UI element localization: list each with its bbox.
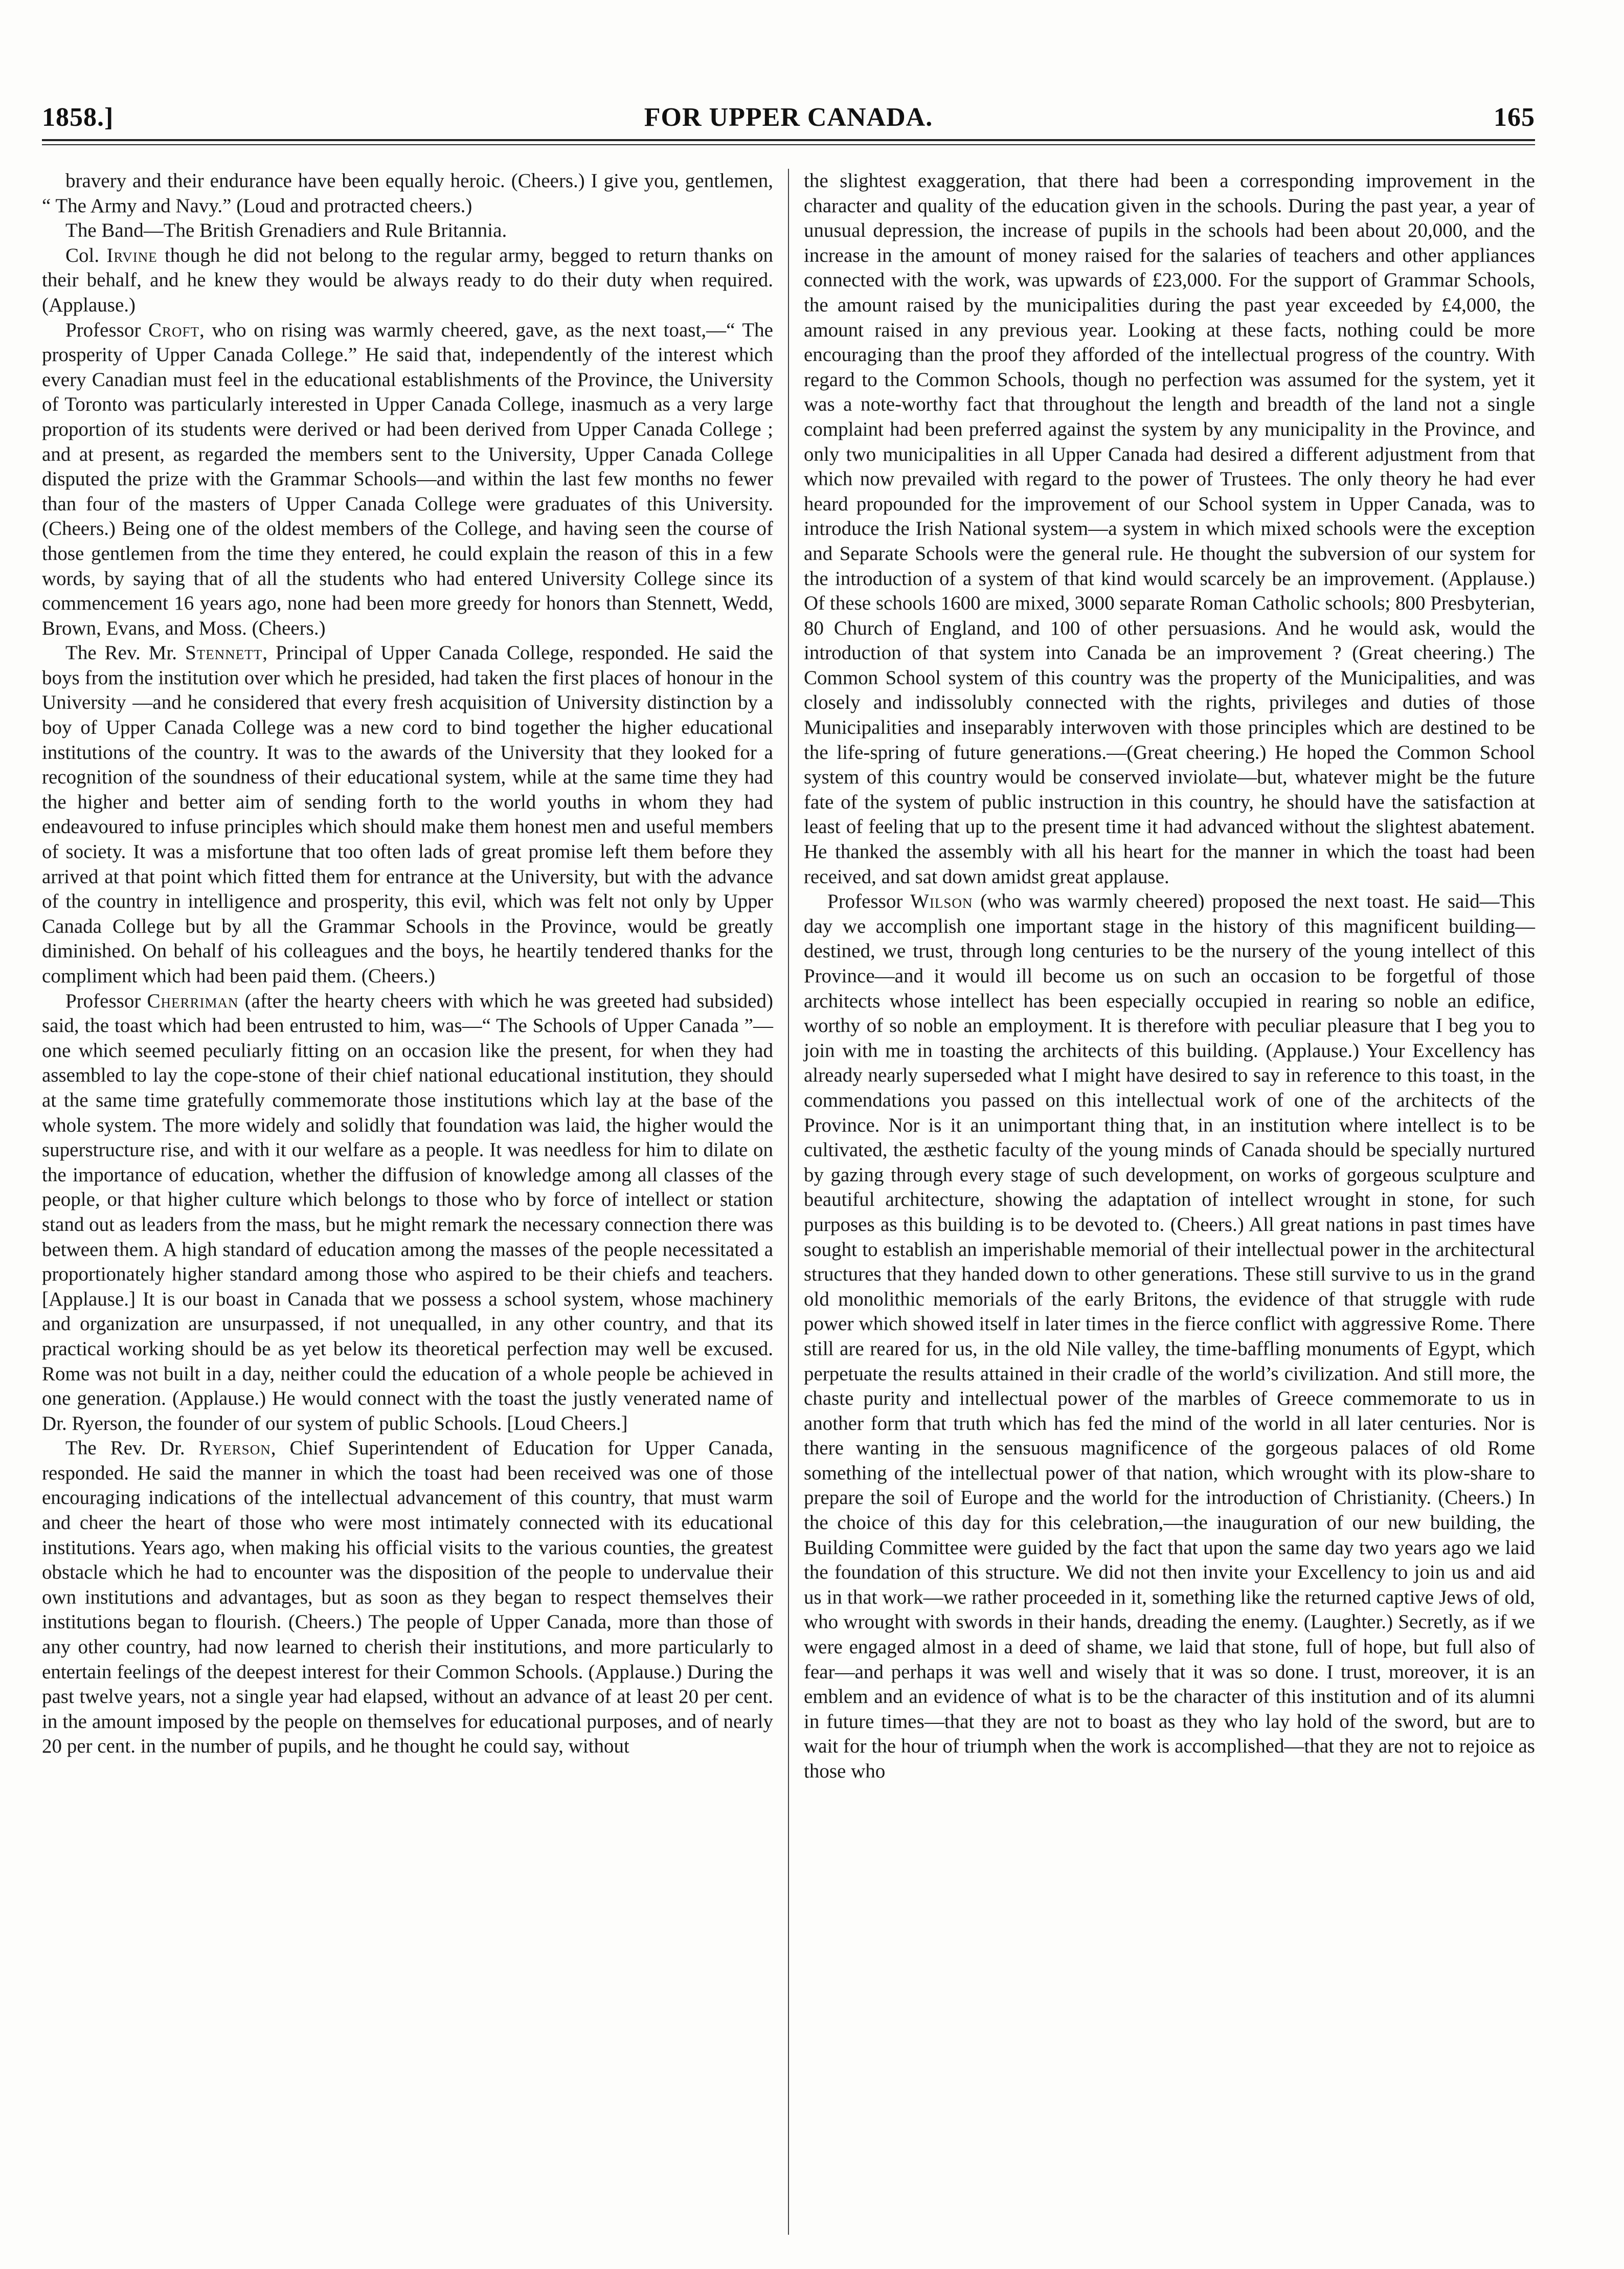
speaker-name: Irvine	[106, 244, 157, 266]
paragraph-text: , Chief Superintendent of Education for Upper Canada, responded. He said the manner in which the toast had been received was one of those encouraging indications of the intellectual advancement of this country, that must warm and cheer the heart of those who were most intimately connected with its educational institutions. Years ago, when making his official visits to the various counties, the greatest obstacle which he had to encounter was the disposition of the people to undervalue their own institutions and advantages, but as soon as they began to respect themselves their institutions began to flourish. (Cheers.) The people of Upper Canada, more than those of any other country, had now learned to cherish their institutions, and more particularly to entertain feelings of the deepest interest for their Common Schools. (Applause.) During the past twelve years, not a single year had elapsed, without an advance of at least 20 per cent. in the amount imposed by the people on themselves for educational purposes, and of nearly 20 per cent. in the number of pupils, and he thought he could say, without	[42, 1437, 773, 1758]
speaker-name: Ryerson	[198, 1437, 271, 1459]
right-column	[804, 169, 1535, 1784]
paragraph-text: the slightest exaggeration, that there had been a corresponding improvement in the character and quality of the education given in the schools. During the past year, a year of unusual depression, the increase of pupils in the schools had been about 20,000, and the increase in the amount of money raised for the salaries of teachers and other appliances connected with the work, was upwards of £23,000. For the support of Grammar Schools, the amount raised by the municipalities during the past year exceeded by £4,000, the amount raised in any previous year. Looking at these facts, nothing could be more encouraging than the proof they afforded of the intellectual progress of the country. With regard to the Common Schools, though no perfection was assumed for the system, yet it was a note-worthy fact that throughout the length and breadth of the land not a single complaint had been preferred against the system by any municipality in the Province, and only two municipalities in all Upper Canada had desired a different adjustment from that which now prevailed with regard to the power of Trustees. The only theory he had ever heard propounded for the improvement of our School system in Upper Canada, was to introduce the Irish National system—a system in which mixed schools were the exception and Separate Schools were the general rule. He thought the subversion of our system for the introduction of a system of that kind would scarcely be an improvement. (Applause.) Of these schools 1600 are mixed, 3000 separate Roman Catholic schools; 800 Presbyterian, 80 Church of England, and 100 of other persuasions. And he would ask, would the introduction of that system into Canada be an improvement ? (Great cheering.) The Common School system of this country was the property of the Municipalities, and was closely and indissolubly connected with the rights, privileges and duties of those Municipalities and inseparably interwoven with those principles which are destined to be the life-spring of future generations.—(Great cheering.) He hoped the Common School system of this country would be conserved inviolate—but, whatever might be the future fate of the system of public instruction in this country, he should have the satisfaction at least of feeling that up to the present time it had advanced without the slightest abatement. He thanked the assembly with all his heart for the manner in which the toast had been received, and sat down amidst great applause.	[804, 170, 1535, 888]
left-column	[42, 169, 773, 1759]
paragraph-text: Professor	[65, 990, 147, 1012]
page-header	[42, 97, 1535, 138]
column-divider	[788, 169, 789, 2235]
paragraph-text: The Band—The British Grenadiers and Rule Britannia.	[65, 219, 507, 242]
paragraph-text: Professor	[827, 890, 911, 913]
paragraph-text: The Rev. Dr.	[65, 1437, 199, 1459]
paragraph-text: , who on rising was warmly cheered, gave, as the next toast,—“ The prosperity of Upper Canada College.” He said that, independently of the interest which every Canadian must feel in the educational establishments of the Province, the University of Toronto was particularly interested in Upper Canada College, inasmuch as a very large proportion of its students were derived or had been derived from Upper Canada College ; and at present, as regarded the members sent to the University, Upper Canada College disputed the prize with the Grammar Schools—and within the last few months no fewer than four of the masters of Upper Canada College were graduates of this University. (Cheers.) Being one of the oldest members of the College, and having seen the course of those gentlemen from the time they entered, he could explain the reason of this in a few words, by saying that of all the students who had entered University College since its commencement 16 years ago, none had been more greedy for honors than Stennett, Wedd, Brown, Evans, and Moss. (Cheers.)	[42, 319, 773, 639]
speaker-name: Croft	[148, 319, 200, 341]
paragraph-text: (who was warmly cheered) proposed the next toast. He said—This day we accomplish one important stage in the history of this magnificent building—destined, we trust, through long centuries to be the nursery of the young intellect of this Province—and it would ill become us on such an occasion to be forgetful of those architects whose intellect has been especially occupied in rearing so noble an edifice, worthy of so noble an employment. It is therefore with peculiar pleasure that I beg you to join with me in toasting the architects of this building. (Applause.) Your Excellency has already nearly superseded what I might have desired to say in reference to this toast, in the commendations you passed on this intellectual work of one of the architects of the Province. Nor is it an unimportant thing that, in an institution where intellect is to be cultivated, the æsthetic faculty of the young minds of Canada should be specially nurtured by gazing through every stage of such development, on works of gorgeous sculpture and beautiful architecture, showing the adaptation of intellect wrought in stone, for such purposes as this building is to be devoted to. (Cheers.) All great nations in past times have sought to establish an imperishable memorial of their intellectual power in the architectural structures that they handed down to other generations. These still survive to us in the grand old monolithic memorials of the early Britons, the evidence of that struggle with rude power which showed itself in later times in the fierce conflict with aggressive Rome. There still are reared for us, in the old Nile valley, the time-baffling monuments of Egypt, which perpetuate the results attained in their cradle of the world’s civilization. And still more, the chaste purity and intellectual power of the marbles of Greece commemorate to us in another form that truth which has fed the mind of the world in all later centuries. Nor is there wanting in the sensuous magnificence of the gorgeous palaces of old Rome something of the intellectual power of that nation, which wrought with its plow-share to prepare the soil of Europe and the world for the introduction of Christianity. (Cheers.) In the choice of this day for this celebration,—the inauguration of our new building, the Building Committee were guided by the fact that upon the same day two years ago we laid the foundation of this structure. We did not then invite your Excellency to join us and aid us in that work—we rather proceeded in it, something like the returned captive Jews of old, who wrought with swords in their hands, dreading the enemy. (Laughter.) Secretly, as if we were engaged almost in a deed of shame, we laid that stone, full of hope, but full also of fear—and perhaps it was well and wisely that it was so done. I trust, moreover, it is an emblem and an evidence of what is to be the character of this institution and of its alumni in future times—that they are not to boast as they who lay hold of the sword, but are to wait for the hour of triumph when the work is accomplished—that they are not to rejoice as those who	[804, 890, 1535, 1782]
page-number: 165	[1494, 103, 1535, 132]
paragraph-text: The Rev. Mr.	[65, 642, 186, 664]
paragraph	[42, 641, 773, 989]
paragraph	[42, 243, 773, 318]
speaker-name: Wilson	[910, 890, 973, 913]
paragraph-text: Col.	[65, 244, 107, 266]
speaker-name: Cherriman	[147, 990, 239, 1012]
header-rule-thin	[42, 144, 1535, 145]
paragraph-text: , Principal of Upper Canada College, responded. He said the boys from the institution over which he presided, had taken the first places of honour in the University —and he considered that every fresh acquisition of University distinction by a boy of Upper Canada College was a new cord to bind together the higher educational institutions of the country. It was to the awards of the University that they looked for a recognition of the soundness of their educational system, while at the same time they had the higher and better aim of sending forth to the world youths in whom they had endeavoured to infuse principles which should make them honest men and useful members of society. It was a misfortune that too often lads of great promise left them before they arrived at that point which fitted them for entrance at the University, but with the advance of the country in intelligence and prosperity, this evil, which was felt not only by Upper Canada College but by all the Grammar Schools in the Province, would be greatly diminished. On behalf of his colleagues and the boys, he heartily tendered thanks for the compliment which had been paid them. (Cheers.)	[42, 642, 773, 987]
paragraph	[42, 1436, 773, 1759]
paragraph-text: though he did not belong to the regular army, begged to return thanks on their behalf, and he knew they would be always ready to do their duty when required. (Applause.)	[42, 244, 773, 316]
paragraph	[804, 889, 1535, 1784]
paragraph	[42, 169, 773, 218]
paragraph	[42, 989, 773, 1436]
header-rule-thick	[42, 139, 1535, 141]
paragraph-text: bravery and their endurance have been equally heroic. (Cheers.) I give you, gentlemen, “ The Army and Navy.” (Loud and protracted cheers.)	[42, 170, 773, 217]
paragraph	[42, 218, 773, 243]
paragraph-text: Professor	[65, 319, 148, 341]
paragraph-text: (after the hearty cheers with which he was greeted had subsided) said, the toast which had been entrusted to him, was—“ The Schools of Upper Canada ”—one which seemed peculiarly fitting on an occasion like the present, for when they had assembled to lay the cope-stone of their chief national educational institution, they should at the same time gratefully commemorate those institutions which lay at the base of the whole system. The more widely and solidly that foundation was laid, the higher would the superstructure rise, and with it our welfare as a people. It was needless for him to dilate on the importance of education, whether the diffusion of knowledge among all classes of the people, or that higher culture which belongs to those who by force of intellect or station stand out as leaders from the mass, but he might remark the necessary connection there was between them. A high standard of education among the masses of the people necessitated a proportionately higher standard among those who aspired to be their chiefs and teachers. [Applause.] It is our boast in Canada that we possess a school system, whose machinery and organization are unsurpassed, if not unequalled, in any other country, and that its practical working should be as yet below its theoretical perfection may well be excused. Rome was not built in a day, neither could the education of a whole people be achieved in one generation. (Applause.) He would connect with the toast the justly venerated name of Dr. Ryerson, the founder of our system of public Schools. [Loud Cheers.]	[42, 990, 773, 1434]
speaker-name: Stennett	[185, 642, 263, 664]
header-date: 1858.]	[42, 103, 114, 132]
paragraph	[804, 169, 1535, 889]
header-title: FOR UPPER CANADA.	[644, 103, 933, 132]
paragraph	[42, 318, 773, 641]
